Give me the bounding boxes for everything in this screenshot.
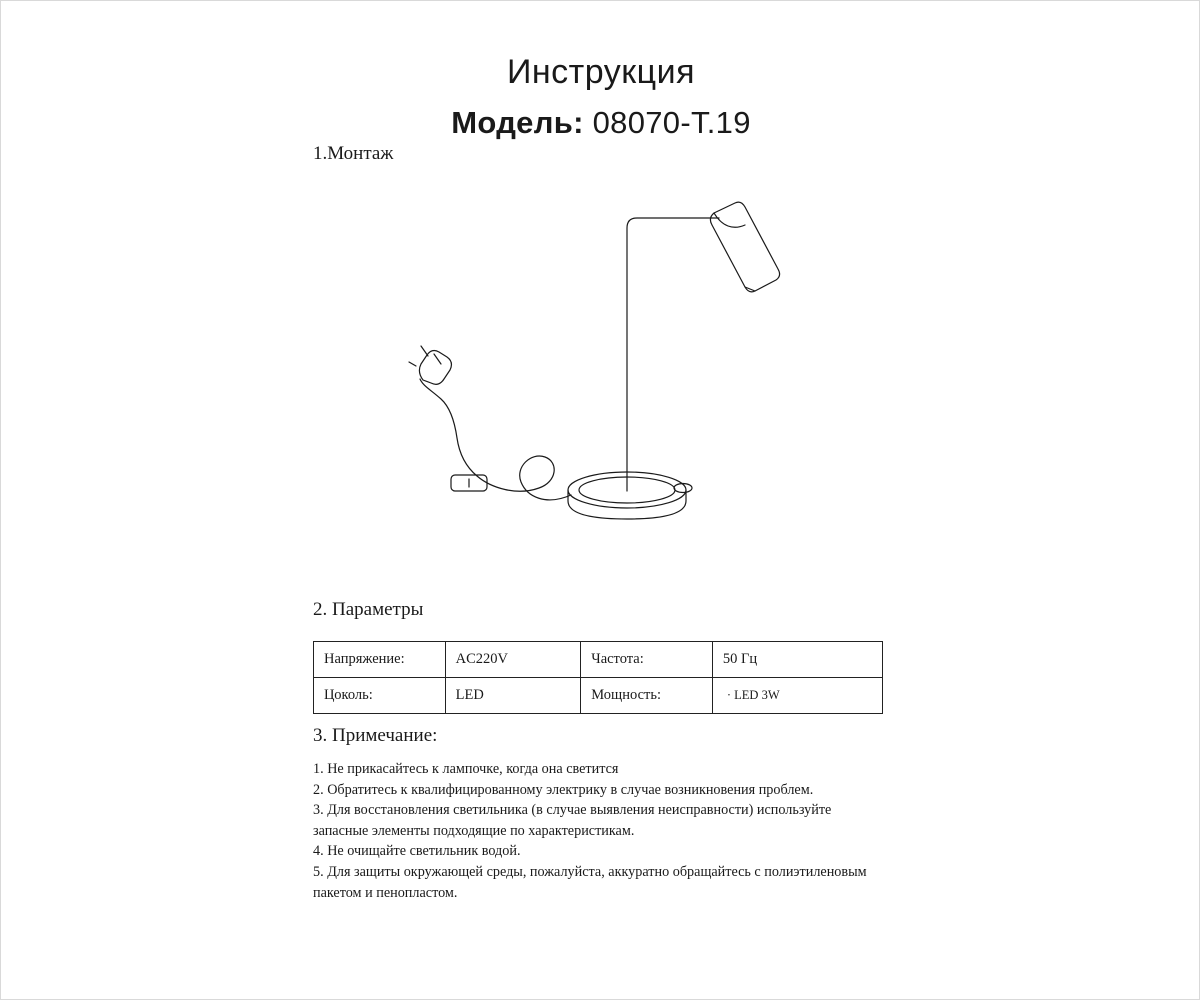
table-row bbox=[314, 678, 883, 714]
document-title: Инструкция bbox=[506, 53, 696, 91]
lamp-head bbox=[710, 202, 779, 292]
table-row bbox=[314, 642, 883, 678]
note-item: 4. Не очищайте светильник водой. bbox=[313, 843, 521, 860]
lamp-arm bbox=[627, 218, 719, 491]
param-label-frequency: Частота: bbox=[581, 642, 713, 678]
inline-switch bbox=[451, 475, 487, 491]
document-model-line bbox=[1, 105, 1200, 141]
power-plug bbox=[409, 346, 451, 384]
section-heading-params: 2. Параметры bbox=[313, 599, 424, 620]
power-cord bbox=[420, 379, 571, 500]
notes-list bbox=[313, 759, 873, 903]
param-value-power: · LED 3W bbox=[712, 678, 882, 714]
model-label: Модель: bbox=[451, 105, 584, 140]
param-value-voltage: AC220V bbox=[445, 642, 581, 678]
note-item: 3. Для восстановления светильника (в случае выявления неисправности) используйте запасные элементы подходящие по характеристикам. bbox=[313, 802, 832, 839]
lamp-illustration bbox=[331, 176, 891, 556]
param-label-power: Мощность: bbox=[581, 678, 713, 714]
param-label-socket: Цоколь: bbox=[314, 678, 446, 714]
note-item: 1. Не прикасайтесь к лампочке, когда она светится bbox=[313, 761, 619, 777]
param-value-socket: LED bbox=[445, 678, 581, 714]
lamp-base bbox=[568, 472, 692, 519]
section-heading-notes: 3. Примечание: bbox=[313, 725, 438, 746]
section-heading-assembly: 1.Монтаж bbox=[313, 143, 394, 164]
parameters-table bbox=[313, 641, 883, 714]
param-label-voltage: Напряжение: bbox=[314, 642, 446, 678]
note-item: 2. Обратитесь к квалифицированному электрику в случае возникновения проблем. bbox=[313, 781, 814, 798]
param-value-frequency: 50 Гц bbox=[712, 642, 882, 678]
note-item: 5. Для защиты окружающей среды, пожалуйста, аккуратно обращайтесь с полиэтиленовым пакетом и пенопластом. bbox=[313, 863, 867, 901]
model-value: 08070-T.19 bbox=[592, 105, 751, 140]
